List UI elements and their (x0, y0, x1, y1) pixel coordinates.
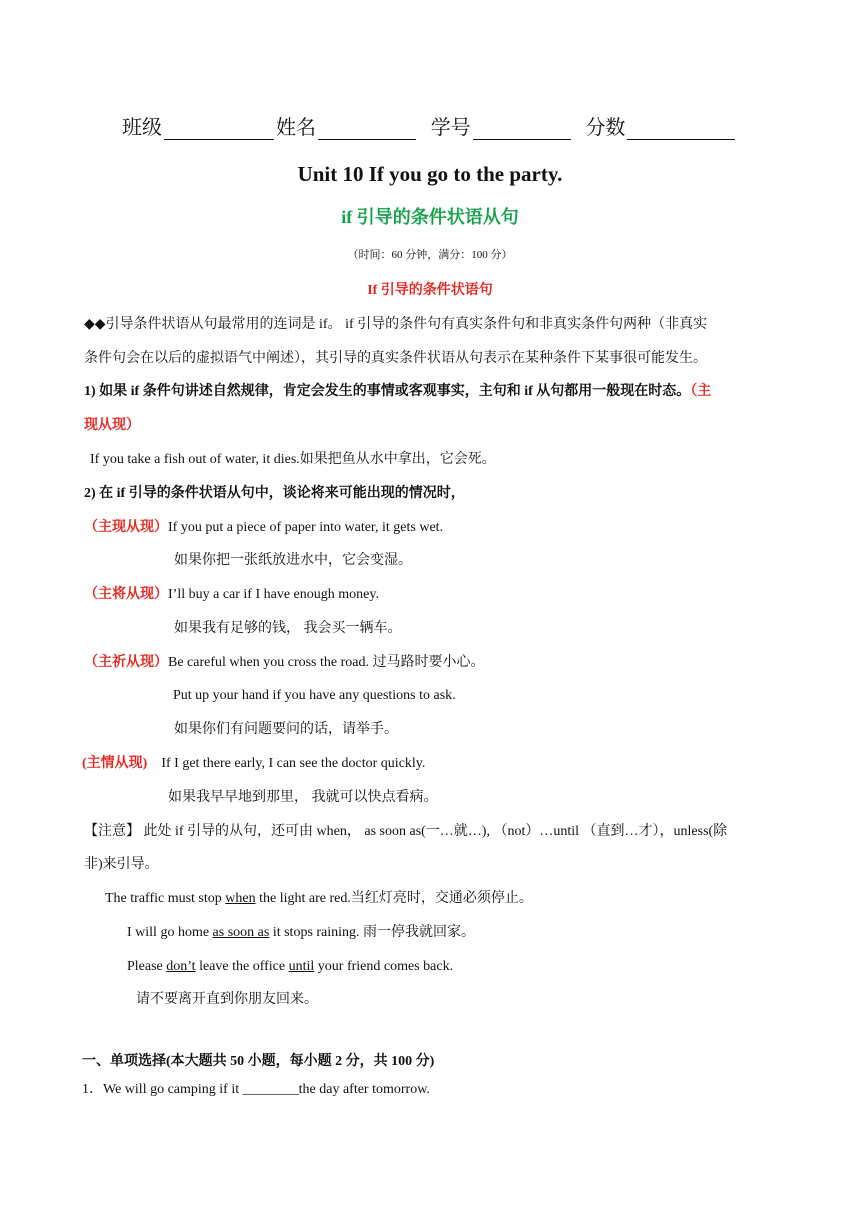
note-example-3-middle: leave the office (195, 959, 289, 974)
note-example-3-zh: 请不要离开直到你朋友回来。 (136, 992, 318, 1007)
note-example-1-start: The traffic must stop (105, 891, 226, 906)
case-1-en: If you put a piece of paper into water, it gets wet. (168, 520, 444, 535)
note-example-2-end: it stops raining. 雨一停我就回家。 (269, 925, 476, 940)
note-example-2-start: I will go home (127, 925, 213, 940)
note-example-1-end: the light are red.当红灯亮时，交通必须停止。 (255, 891, 533, 906)
rule-1-text: 1) 如果 if 条件句讲述自然规律，肯定会发生的事情或客观事实，主句和 if 从句都用一般现在时态。 (84, 384, 691, 399)
note-example-3 (127, 957, 453, 977)
name-label: 姓名 (276, 115, 316, 139)
page-title: Unit 10 If you go to the party. (297, 162, 563, 186)
score-label: 分数 (585, 115, 626, 139)
question-1-end: the day after tomorrow. (298, 1082, 430, 1097)
case-2 (84, 585, 379, 605)
case-4-tag: (主情从现) (82, 756, 148, 771)
case-3-zh: 如果你们有问题要问的话，请举手。 (174, 722, 398, 737)
case-2-zh: 如果我有足够的钱， 我会买一辆车。 (174, 621, 402, 636)
class-label: 班级 (122, 115, 162, 139)
note-example-1 (105, 889, 533, 909)
case-4-zh: 如果我早早地到那里， 我就可以快点看病。 (168, 790, 438, 805)
question-1-start: 1．We will go camping if it (82, 1082, 243, 1097)
note-example-3-keyword-2: until (288, 959, 315, 974)
class-blank[interactable] (164, 121, 274, 140)
note-example-3-start: Please (127, 959, 167, 974)
note-example-1-keyword: when (225, 891, 256, 906)
number-blank[interactable] (473, 121, 571, 140)
case-2-tag: （主将从现） (84, 587, 168, 602)
case-4-en: If I get there early, I can see the doctor quickly. (161, 756, 426, 771)
note-example-2-keyword: as soon as (212, 925, 270, 940)
case-3-tag: （主祈从现） (84, 655, 168, 670)
number-label: 学号 (430, 115, 471, 139)
rule-1-example: If you take a fish out of water, it dies.如果把鱼从水中拿出，它会死。 (90, 452, 496, 467)
case-3 (84, 653, 484, 673)
question-1-blank[interactable]: ________ (242, 1082, 299, 1097)
note-example-2 (127, 923, 475, 943)
case-3-en-2: Put up your hand if you have any questions to ask. (173, 688, 456, 703)
page-subtitle: if 引导的条件状语从句 (341, 207, 519, 227)
time-note: （时间：60 分钟，满分：100 分） (347, 249, 513, 261)
intro-line-2: 条件句会在以后的虚拟语气中阐述），其引导的真实条件状语从句表示在某种条件下某事很可能发生。 (84, 351, 707, 366)
intro-line-1: ◆◆引导条件状语从句最常用的连词是 if。 if 引导的条件句有真实条件句和非真实条件句两种（非真实 (84, 317, 708, 332)
question-1 (82, 1080, 430, 1100)
section-heading: If 引导的条件状语句 (367, 283, 493, 298)
student-info-row (122, 114, 737, 140)
case-1-zh: 如果你把一张纸放进水中，它会变湿。 (174, 553, 412, 568)
note-example-3-keyword-1: don’t (166, 959, 196, 974)
score-blank[interactable] (627, 121, 735, 140)
rule-1-tag: （主 (690, 384, 712, 399)
case-3-en: Be careful when you cross the road. 过马路时要小心。 (168, 655, 485, 670)
rule-2-text: 2) 在 if 引导的条件状语从句中，谈论将来可能出现的情况时， (84, 486, 465, 501)
rule-1-tag-cont: 现从现） (84, 418, 140, 433)
case-1 (84, 518, 443, 538)
note-line-1: 【注意】 此处 if 引导的从句，还可由 when， as soon as(一…就…), （not）…until （直到…才），unless(除 (84, 824, 728, 839)
case-2-en: I’ll buy a car if I have enough money. (168, 587, 379, 602)
note-line-2: 非)来引导。 (84, 857, 159, 872)
case-4 (82, 754, 425, 774)
rule-1 (84, 382, 711, 402)
name-blank[interactable] (318, 121, 416, 140)
case-1-tag: （主现从现） (84, 520, 168, 535)
note-example-3-end: your friend comes back. (314, 959, 454, 974)
part-1-heading: 一、单项选择(本大题共 50 小题，每小题 2 分，共 100 分) (82, 1054, 435, 1069)
